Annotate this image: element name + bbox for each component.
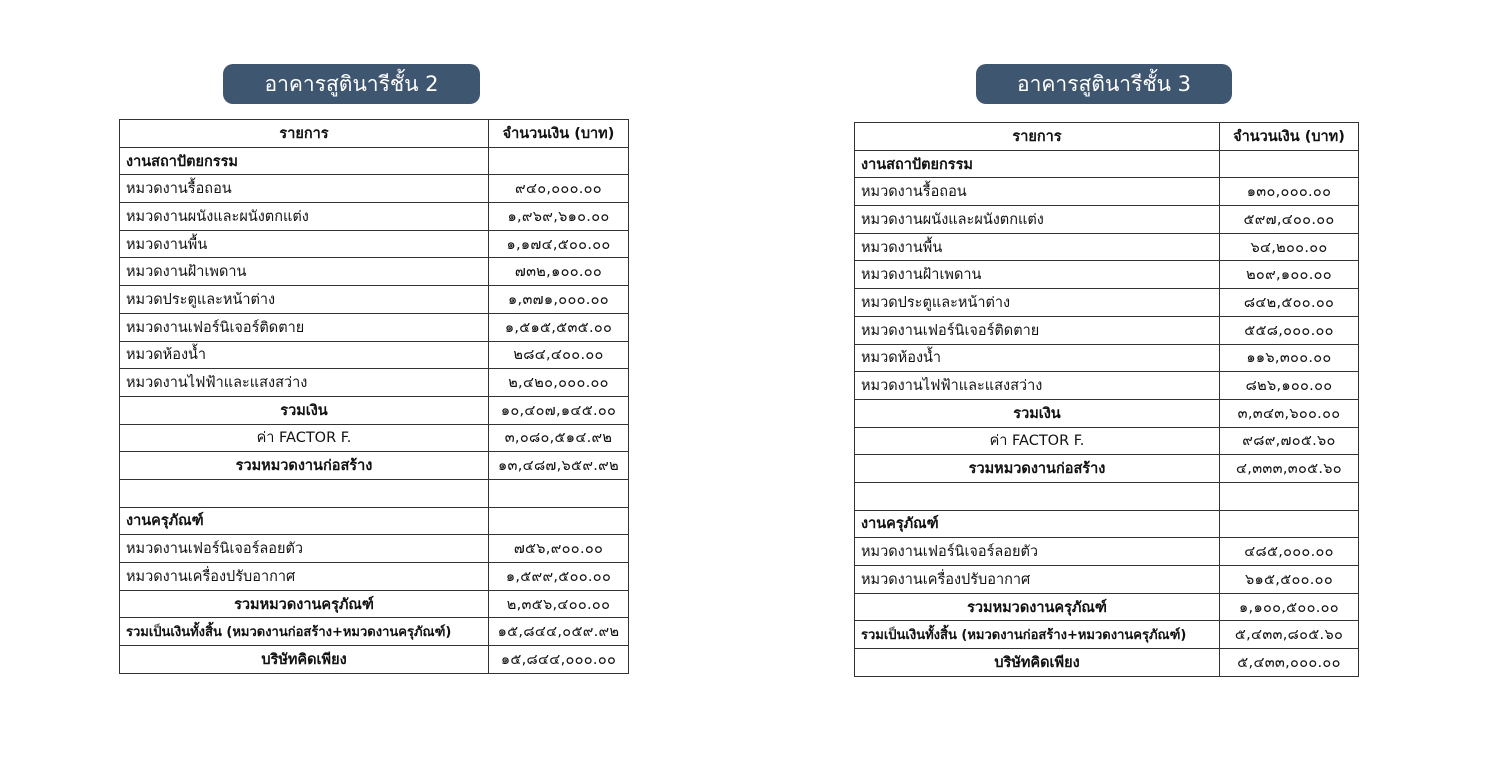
table-row-item xyxy=(855,206,1359,234)
floor2-cost-table xyxy=(119,119,629,674)
row-label: บริษัทคิดเพียง xyxy=(855,649,1220,677)
table-row-item xyxy=(120,175,629,203)
row-label: รวมหมวดงานก่อสร้าง xyxy=(120,452,489,480)
header-item: รายการ xyxy=(855,123,1220,151)
floor3-cost-table xyxy=(854,122,1359,677)
table-row-total xyxy=(120,590,629,618)
row-amount: ๑,๑๗๔,๕๐๐.๐๐ xyxy=(489,230,629,258)
row-amount: ๑๓๐,๐๐๐.๐๐ xyxy=(1220,178,1359,206)
row-amount: ๗๓๒,๑๐๐.๐๐ xyxy=(489,258,629,286)
row-label: ค่า FACTOR F. xyxy=(120,424,489,452)
row-amount: ๔๘๕,๐๐๐.๐๐ xyxy=(1220,538,1359,566)
row-amount xyxy=(1220,482,1359,510)
row-label: หมวดงานผนังและผนังตกแต่ง xyxy=(120,203,489,231)
table-row-blank xyxy=(855,482,1359,510)
table-row-factor xyxy=(855,427,1359,455)
row-amount: ๖๑๕,๕๐๐.๐๐ xyxy=(1220,566,1359,594)
row-amount: ๘๔๒,๕๐๐.๐๐ xyxy=(1220,289,1359,317)
row-label: หมวดงานเฟอร์นิเจอร์ติดตาย xyxy=(855,316,1220,344)
row-amount: ๑,๙๖๙,๖๑๐.๐๐ xyxy=(489,203,629,231)
row-amount: ๒๘๔,๔๐๐.๐๐ xyxy=(489,341,629,369)
table-row-item xyxy=(120,313,629,341)
table-row-total xyxy=(855,593,1359,621)
table-row-item xyxy=(120,286,629,314)
row-amount: ๑๐,๔๐๗,๑๔๕.๐๐ xyxy=(489,396,629,424)
row-label: หมวดห้องน้ำ xyxy=(855,344,1220,372)
row-label: หมวดงานเฟอร์นิเจอร์ลอยตัว xyxy=(120,535,489,563)
table-row-item xyxy=(855,261,1359,289)
row-amount xyxy=(489,147,629,175)
row-amount: ๕,๔๓๓,๘๐๕.๖๐ xyxy=(1220,621,1359,649)
row-amount: ๑๑๖,๓๐๐.๐๐ xyxy=(1220,344,1359,372)
row-amount: ๒,๓๕๖,๔๐๐.๐๐ xyxy=(489,590,629,618)
row-amount: ๑,๕๑๕,๕๓๕.๐๐ xyxy=(489,313,629,341)
row-amount: ๑๓,๔๘๗,๖๕๙.๙๒ xyxy=(489,452,629,480)
header-amount: จำนวนเงิน (บาท) xyxy=(489,120,629,148)
table-row-total xyxy=(855,455,1359,483)
table-row-item xyxy=(120,341,629,369)
row-label: งานครุภัณฑ์ xyxy=(120,507,489,535)
row-label: รวมเงิน xyxy=(120,396,489,424)
table-header-row xyxy=(855,123,1359,151)
row-label: งานสถาปัตยกรรม xyxy=(855,150,1220,178)
row-label: หมวดงานฝ้าเพดาน xyxy=(855,261,1220,289)
table-row-item xyxy=(120,258,629,286)
row-amount xyxy=(1220,150,1359,178)
table-header-row xyxy=(120,120,629,148)
row-amount: ๙๔๐,๐๐๐.๐๐ xyxy=(489,175,629,203)
row-label: หมวดงานไฟฟ้าและแสงสว่าง xyxy=(855,372,1220,400)
row-label: หมวดประตูและหน้าต่าง xyxy=(855,289,1220,317)
row-label: รวมเป็นเงินทั้งสิ้น (หมวดงานก่อสร้าง+หมวดงานครุภัณฑ์) xyxy=(120,618,489,646)
table-row-item xyxy=(120,230,629,258)
table-row-total xyxy=(120,452,629,480)
row-amount: ๖๔,๒๐๐.๐๐ xyxy=(1220,233,1359,261)
table-row-company xyxy=(855,649,1359,677)
table-row-item xyxy=(855,178,1359,206)
row-label: รวมหมวดงานครุภัณฑ์ xyxy=(855,593,1220,621)
row-label: ค่า FACTOR F. xyxy=(855,427,1220,455)
table-row-factor xyxy=(120,424,629,452)
row-label: รวมหมวดงานก่อสร้าง xyxy=(855,455,1220,483)
table-row-section xyxy=(120,507,629,535)
row-label: งานครุภัณฑ์ xyxy=(855,510,1220,538)
row-label: หมวดงานพื้น xyxy=(855,233,1220,261)
row-label: หมวดงานเครื่องปรับอากาศ xyxy=(855,566,1220,594)
row-label: หมวดงานผนังและผนังตกแต่ง xyxy=(855,206,1220,234)
table-row-item xyxy=(855,372,1359,400)
row-amount: ๕,๔๓๓,๐๐๐.๐๐ xyxy=(1220,649,1359,677)
row-amount: ๑,๕๙๙,๕๐๐.๐๐ xyxy=(489,563,629,591)
table-row-section xyxy=(855,150,1359,178)
row-label: หมวดงานไฟฟ้าและแสงสว่าง xyxy=(120,369,489,397)
floor2-title: อาคารสูตินารีชั้น 2 xyxy=(223,64,480,104)
row-amount: ๕๙๗,๔๐๐.๐๐ xyxy=(1220,206,1359,234)
row-amount xyxy=(1220,510,1359,538)
table-row-section xyxy=(855,510,1359,538)
row-amount: ๓,๐๘๐,๕๑๔.๙๒ xyxy=(489,424,629,452)
row-amount: ๓,๓๔๓,๖๐๐.๐๐ xyxy=(1220,399,1359,427)
row-amount: ๔,๓๓๓,๓๐๕.๖๐ xyxy=(1220,455,1359,483)
row-amount: ๙๘๙,๗๐๕.๖๐ xyxy=(1220,427,1359,455)
row-label: รวมหมวดงานครุภัณฑ์ xyxy=(120,590,489,618)
row-label: งานสถาปัตยกรรม xyxy=(120,147,489,175)
table-row-item xyxy=(855,566,1359,594)
row-amount xyxy=(489,479,629,507)
table-row-item xyxy=(120,203,629,231)
row-label: หมวดงานเครื่องปรับอากาศ xyxy=(120,563,489,591)
table-row-total xyxy=(855,399,1359,427)
row-label xyxy=(855,482,1220,510)
row-label: หมวดงานรื้อถอน xyxy=(120,175,489,203)
floor3-title: อาคารสูตินารีชั้น 3 xyxy=(976,64,1232,104)
table-row-item xyxy=(855,289,1359,317)
table-row-item xyxy=(855,538,1359,566)
row-amount xyxy=(489,507,629,535)
row-amount: ๗๕๖,๙๐๐.๐๐ xyxy=(489,535,629,563)
row-label: หมวดประตูและหน้าต่าง xyxy=(120,286,489,314)
table-row-grand xyxy=(855,621,1359,649)
row-label: บริษัทคิดเพียง xyxy=(120,646,489,674)
table-row-item xyxy=(855,233,1359,261)
table-row-blank xyxy=(120,479,629,507)
table-row-total xyxy=(120,396,629,424)
header-item: รายการ xyxy=(120,120,489,148)
row-amount: ๘๒๖,๑๐๐.๐๐ xyxy=(1220,372,1359,400)
table-row-company xyxy=(120,646,629,674)
row-label xyxy=(120,479,489,507)
row-amount: ๑,๓๗๑,๐๐๐.๐๐ xyxy=(489,286,629,314)
row-label: หมวดห้องน้ำ xyxy=(120,341,489,369)
row-amount: ๒๐๙,๑๐๐.๐๐ xyxy=(1220,261,1359,289)
table-row-section xyxy=(120,147,629,175)
header-amount: จำนวนเงิน (บาท) xyxy=(1220,123,1359,151)
row-label: รวมเงิน xyxy=(855,399,1220,427)
row-label: หมวดงานรื้อถอน xyxy=(855,178,1220,206)
row-label: หมวดงานเฟอร์นิเจอร์ลอยตัว xyxy=(855,538,1220,566)
row-amount: ๑,๑๐๐,๕๐๐.๐๐ xyxy=(1220,593,1359,621)
table-row-item xyxy=(855,316,1359,344)
row-label: หมวดงานฝ้าเพดาน xyxy=(120,258,489,286)
row-amount: ๒,๔๒๐,๐๐๐.๐๐ xyxy=(489,369,629,397)
row-label: หมวดงานพื้น xyxy=(120,230,489,258)
row-label: รวมเป็นเงินทั้งสิ้น (หมวดงานก่อสร้าง+หมวดงานครุภัณฑ์) xyxy=(855,621,1220,649)
table-row-item xyxy=(120,535,629,563)
row-label: หมวดงานเฟอร์นิเจอร์ติดตาย xyxy=(120,313,489,341)
row-amount: ๑๕,๘๔๔,๐๕๙.๙๒ xyxy=(489,618,629,646)
table-row-item xyxy=(855,344,1359,372)
row-amount: ๕๕๘,๐๐๐.๐๐ xyxy=(1220,316,1359,344)
row-amount: ๑๕,๘๔๔,๐๐๐.๐๐ xyxy=(489,646,629,674)
table-row-item xyxy=(120,563,629,591)
table-row-grand xyxy=(120,618,629,646)
table-row-item xyxy=(120,369,629,397)
